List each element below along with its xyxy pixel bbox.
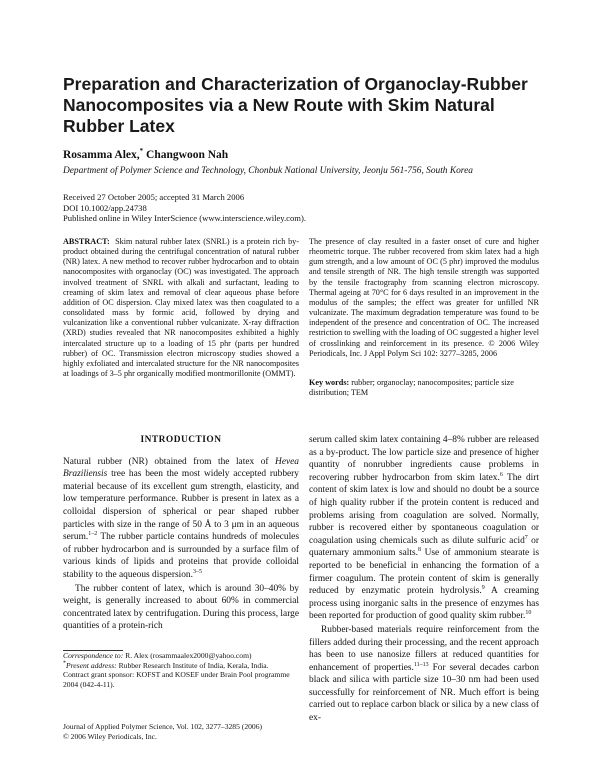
present-address-note — [63, 661, 299, 671]
paper-title: Preparation and Characterization of Organoclay-Rubber Nanocomposites via a New Route with Skim Natural Rubber Latex — [63, 74, 528, 136]
citation: 8 — [418, 547, 421, 554]
keywords-text: rubber; organoclay; nanocomposites; particle size distribution; TEM — [309, 378, 514, 398]
text-run: Use of ammonium stearate is reported to be beneficial in enhancing the formation of a firmer coagulum. The protein content of skim is generally reduced by enzymatic protein hydrolysis. — [309, 548, 539, 597]
text-run: The dirt content of skim latex is low and should no doubt be a source of high quality rubber if the protein content is reduced and problems arising from coagulation are solved. Normally, rubber is recovered either by spontaneous coagulation or coagulation using chemicals such as dilute sulfuric acid — [309, 472, 539, 546]
section-heading: INTRODUCTION — [140, 435, 222, 445]
journal-citation — [63, 722, 303, 741]
grant-label: Contract grant sponsor: — [63, 670, 135, 680]
grant-text: KOFST and KOSEF under Brain Pool programme 2004 (042-4-11). — [63, 670, 290, 689]
citation: 10 — [525, 610, 532, 617]
footnotes — [63, 651, 299, 689]
published-online: Published online in Wiley InterScience (www.interscience.wiley.com). — [63, 213, 306, 224]
received-date: Received 27 October 2005; accepted 31 March 2006 — [63, 192, 245, 202]
correspondence-email[interactable]: R. Alex (rosammaalex2000@yahoo.com) — [123, 651, 252, 660]
text-run: A creaming process using inorganic salts in the presence of enzymes has been reported for production of good quality skim rubber. — [309, 586, 539, 622]
grant-note — [63, 670, 299, 689]
journal-volume: Journal of Applied Polymer Science, Vol. 102, 3277–3285 (2006) — [63, 722, 263, 731]
body-column-left — [63, 434, 299, 633]
species-name: Hevea Braziliensis — [63, 456, 299, 480]
paragraph — [309, 434, 539, 623]
body-column-right — [309, 434, 539, 725]
abstract-text-left: Skim natural rubber latex (SNRL) is a protein rich by-product obtained during the centrifugal concentration of natural rubber (NR) latex. A new method to recover rubber hydrocarbon and to obtain nanocomposites with organoclay (OC) was investigated. The approach involved treatment of SNRL with alkali and surfactant, leading to creaming of skim latex and removal of clear aqueous phase before addition of OC dispersion. Clay mixed latex was then coagulated to a consolidated mass by formic acid, followed by drying and vulcanization like a conventional rubber vulcanizate. X-ray diffraction (XRD) studies revealed that NR nanocomposites exhibited a highly intercalated structure up to a loading of 15 phr (parts per hundred rubber) of OC. Transmission electron microscopy studies showed a highly exfoliated and intercalated structure for the NR nanocomposites at loadings of 3–5 phr organically modified montmorillonite (OMMT). — [63, 237, 300, 379]
affiliation: Department of Polymer Science and Technology, Chonbuk National University, Jeonju 561-756, South Korea — [63, 166, 473, 176]
text-run: Rubber-based materials require reinforcement from the fillers added during their processing, and the recent approach has been to use nanosize fillers at reduced quantities for enhancement of properties. — [309, 624, 539, 673]
author-1-marker: * — [139, 147, 144, 156]
abstract-label: ABSTRACT: — [63, 237, 110, 246]
author-2: Changwoon Nah — [146, 149, 229, 161]
publication-info — [63, 192, 306, 224]
text-run: serum called skim latex containing 4–8% rubber are released as a by-product. The low particle size and presence of higher quantity of nonrubber ingredients cause problems in recovering rubber hydrocarbon from skim latex. — [309, 435, 539, 483]
paragraph: The rubber content of latex, which is around 30–40% by weight, is generally increased to about 60% in commercial concentrated latex by centrifugation. During this process, large quantities of a protein-rich — [63, 583, 299, 632]
keywords — [309, 378, 539, 398]
copyright: © 2006 Wiley Periodicals, Inc. — [63, 731, 157, 741]
keywords-label: Key words: — [309, 378, 350, 387]
text-run: For several decades carbon black and silica with particle size 10–30 nm had been used successfully for reinforcement of NR. Much effort is being carried out to replace carbon black or silica by a new class of ex- — [309, 662, 539, 724]
citation: 11–13 — [413, 661, 429, 668]
citation: 6 — [499, 471, 503, 478]
correspondence-label: Correspondence to: — [63, 651, 124, 660]
citation: 1–2 — [88, 531, 98, 538]
abstract-left — [63, 237, 299, 379]
text-run: or quaternary ammonium salts. — [309, 535, 539, 559]
present-address: Rubber Research Institute of India, Kerala, India. — [116, 660, 269, 670]
citation: 7 — [524, 534, 528, 541]
author-line — [63, 149, 228, 161]
text-run: tree has been the most widely accepted rubbery material because of its excellent gum strength, elasticity, and low temperature performance. Rubber is present in latex as a colloidal dispersion of spherical or pear shaped rubber particles with size in the range of 50 Å to 3 μm in an aqueous serum. — [63, 469, 299, 543]
abstract-right: The presence of clay resulted in a faster onset of cure and higher rheometric torque. The rubber recovered from skim latex had a high gum strength, and a low amount of OC (5 phr) improved the modulus and tensile strength of NR. The high tensile strength was supported by the tensile fractography from scanning electron microscopy. Thermal ageing at 70°C for 6 days resulted in an improvement in the modulus of the samples; the effect was greater for unfilled NR vulcanizate. The maximum degradation temperature was found to be independent of the presence and concentration of OC. The increased restriction to swelling with the loading of OC suggested a higher level of crosslinking and reinforcement in its presence. © 2006 Wiley Periodicals, Inc. J Appl Polym Sci 102: 3277–3285, 2006 — [309, 237, 539, 358]
correspondence-note — [63, 651, 299, 661]
citation: 3–5 — [192, 568, 202, 575]
present-marker: * — [63, 660, 66, 667]
text-run: The rubber particle contains hundreds of molecules of rubber hydrocarbon and is surrounded by a surface film of various kinds of lipids and proteins that provide colloidal stability to the aqueous dispersion. — [63, 532, 299, 580]
text-run: Natural rubber (NR) obtained from the latex of — [63, 456, 276, 467]
present-label: Present address: — [66, 660, 117, 670]
author-1: Rosamma Alex, — [63, 149, 140, 161]
paragraph — [63, 456, 299, 582]
citation: 9 — [481, 585, 485, 591]
paragraph — [309, 624, 539, 725]
doi: DOI 10.1002/app.24738 — [63, 202, 147, 213]
